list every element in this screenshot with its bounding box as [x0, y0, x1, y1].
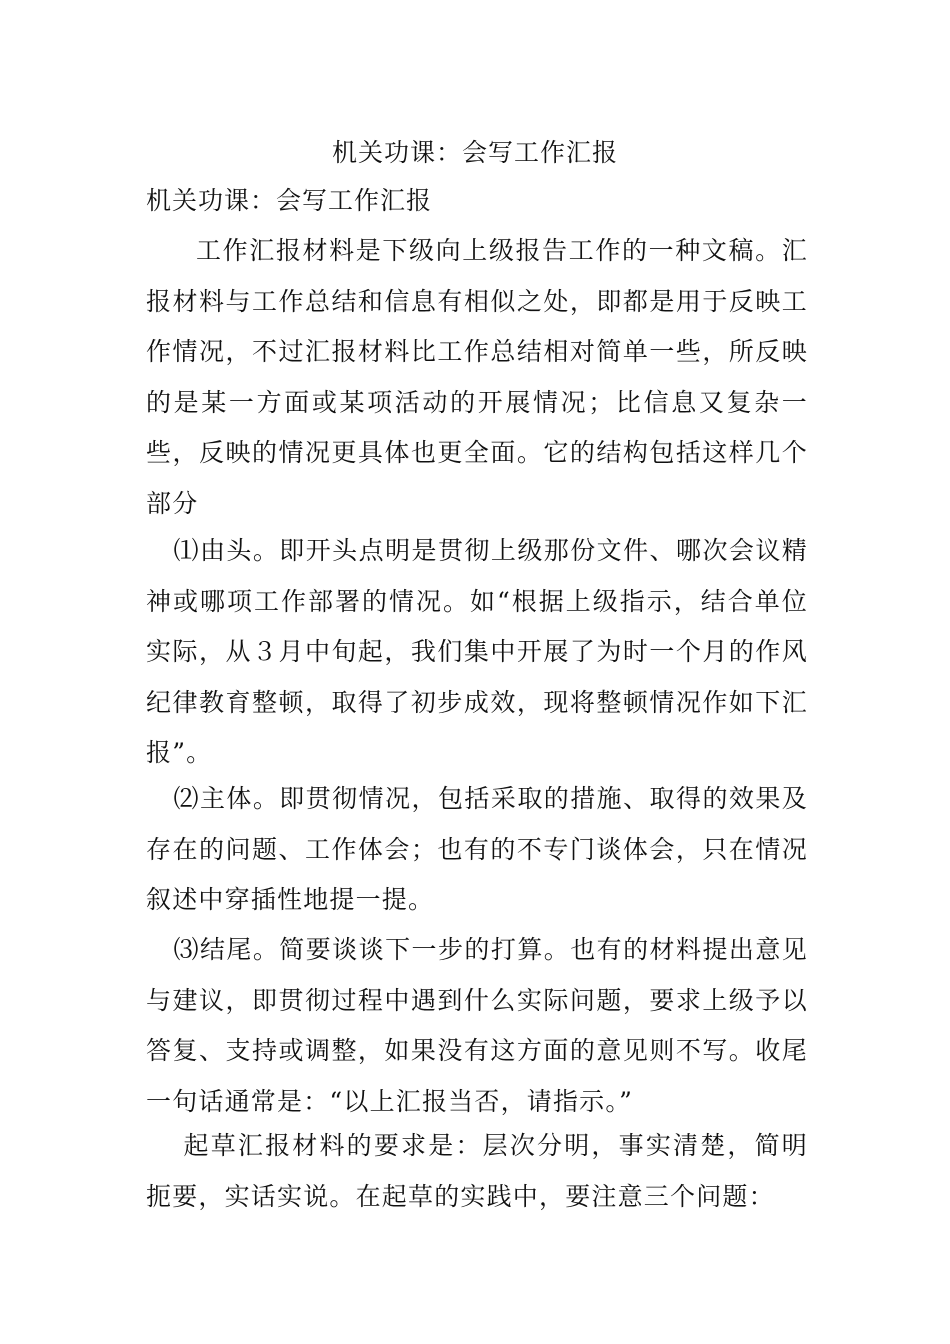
paragraph-part-2: ⑵主体。即贯彻情况，包括采取的措施、取得的效果及存在的问题、工作体会；也有的不专门谈体会，只在情况叙述中穿插性地提一提。	[146, 784, 808, 914]
document-subtitle: 机关功课：会写工作汇报	[146, 186, 433, 215]
paragraph-part-3: ⑶结尾。简要谈谈下一步的打算。也有的材料提出意见与建议，即贯彻过程中遇到什么实际问题，要求上级予以答复、支持或调整，如果没有这方面的意见则不写。收尾一句话通常是：“以上汇报当否，请指示。”	[146, 935, 808, 1116]
paragraph-requirements: 起草汇报材料的要求是：层次分明，事实清楚，简明扼要，实话实说。在起草的实践中，要注意三个问题：	[146, 1131, 808, 1211]
document-title: 机关功课：会写工作汇报	[331, 138, 618, 167]
paragraph-intro: 工作汇报材料是下级向上级报告工作的一种文稿。汇报材料与工作总结和信息有相似之处，即都是用于反映工作情况，不过汇报材料比工作总结相对简单一些，所反映的是某一方面或某项活动的开展情况；比信息又复杂一些，反映的情况更具体也更全面。它的结构包括这样几个部分	[146, 236, 808, 518]
paragraph-part-1: ⑴由头。即开头点明是贯彻上级那份文件、哪次会议精神或哪项工作部署的情况。如“根据上级指示，结合单位实际，从３月中旬起，我们集中开展了为时一个月的作风纪律教育整顿，取得了初步成效，现将整顿情况作如下汇报”。	[146, 536, 808, 767]
